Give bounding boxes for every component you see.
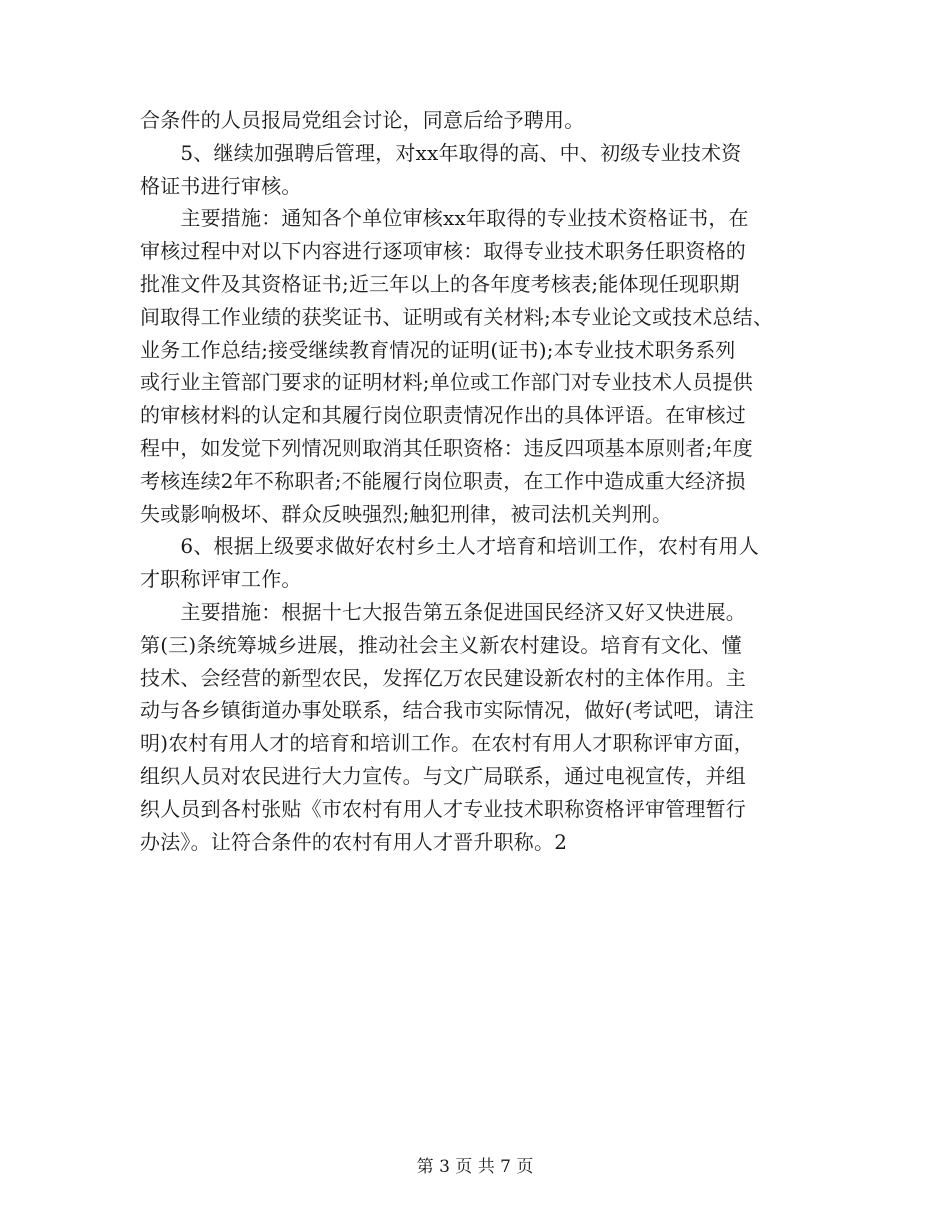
text-line: 考核连续2年不称职者;不能履行岗位职责，在工作中造成重大经济损 bbox=[140, 468, 746, 493]
text-line: 织人员到各村张贴《市农村有用人才专业技术职称资格评审管理暂行 bbox=[140, 796, 746, 821]
text-line: 合条件的人员报局党组会讨论，同意后给予聘用。 bbox=[140, 108, 585, 132]
text-line: 6、根据上级要求做好农村乡土人才培育和培训工作，农村有用人 bbox=[140, 534, 759, 559]
text-line: 审核过程中对以下内容进行逐项审核：取得专业技术职务任职资格的 bbox=[140, 239, 746, 264]
text-line: 的审核材料的认定和其履行岗位职责情况作出的具体评语。在审核过 bbox=[140, 403, 746, 428]
text-line: 办法》。让符合条件的农村有用人才晋升职称。2 bbox=[140, 829, 568, 854]
text-line: 5、继续加强聘后管理，对xx年取得的高、中、初级专业技术资 bbox=[140, 140, 742, 165]
page-number-footer: 第 3 页 共 7 页 bbox=[416, 1157, 534, 1177]
document-body bbox=[140, 104, 812, 858]
text-line: 动与各乡镇街道办事处联系，结合我市实际情况，做好(考试吧，请注 bbox=[140, 698, 755, 723]
text-line: 或行业主管部门要求的证明材料;单位或工作部门对专业技术人员提供 bbox=[140, 370, 753, 395]
text-line: 批准文件及其资格证书;近三年以上的各年度考核表;能体现任现职期 bbox=[140, 271, 740, 296]
text-line: 第(三)条统筹城乡进展，推动社会主义新农村建设。培育有文化、懂 bbox=[140, 632, 742, 657]
text-line: 间取得工作业绩的获奖证书、证明或有关材料;本专业论文或技术总结、 bbox=[140, 304, 774, 329]
text-line: 组织人员对农民进行大力宣传。与文广局联系，通过电视宣传，并组 bbox=[140, 763, 746, 788]
text-line: 才职称评审工作。 bbox=[140, 567, 302, 592]
text-line: 格证书进行审核。 bbox=[140, 173, 302, 198]
text-line: 程中，如发觉下列情况则取消其任职资格：违反四项基本原则者;年度 bbox=[140, 435, 753, 460]
text-line: 明)农村有用人才的培育和培训工作。在农村有用人才职称评审方面， bbox=[140, 731, 755, 756]
text-line: 主要措施：根据十七大报告第五条促进国民经济又好又快进展。 bbox=[140, 599, 746, 624]
text-line: 业务工作总结;接受继续教育情况的证明(证书);本专业技术职务系列 bbox=[140, 337, 736, 362]
text-line: 主要措施：通知各个单位审核xx年取得的专业技术资格证书，在 bbox=[140, 206, 749, 231]
text-line: 技术、会经营的新型农民，发挥亿万农民建设新农村的主体作用。主 bbox=[140, 665, 746, 690]
text-line: 失或影响极坏、群众反映强烈;触犯刑律，被司法机关判刑。 bbox=[140, 501, 673, 526]
